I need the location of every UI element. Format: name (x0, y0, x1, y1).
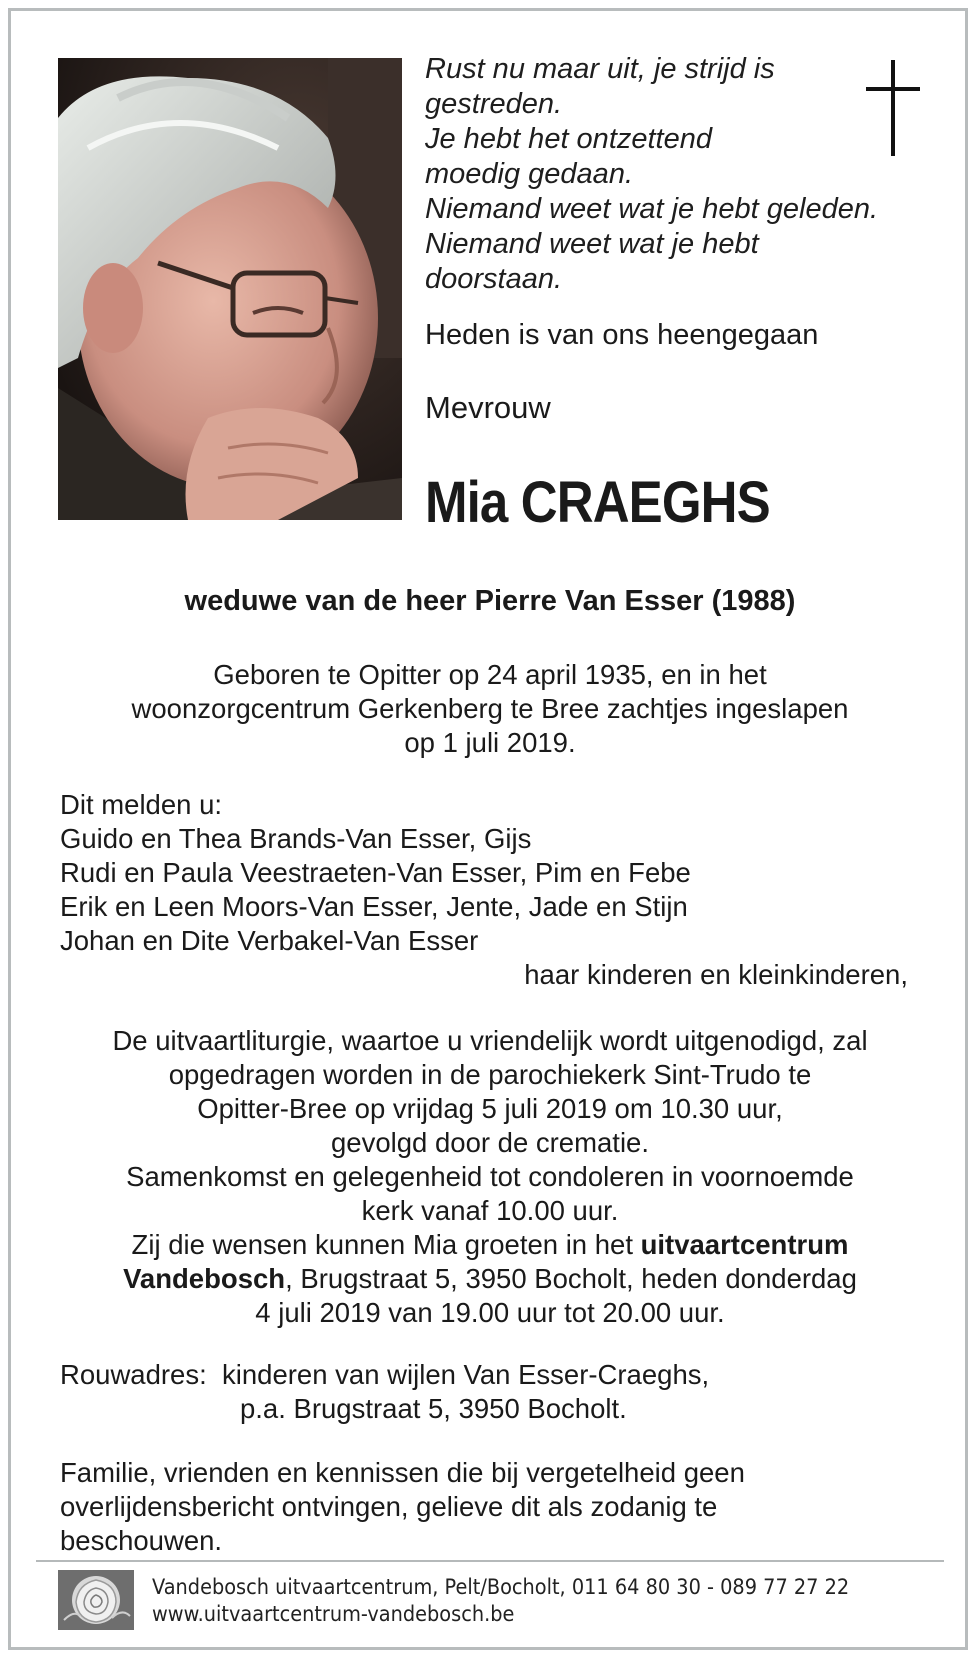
widow-line: weduwe van de heer Pierre Van Esser (1988) (184, 585, 796, 617)
address-label: Rouwadres: (60, 1359, 207, 1390)
footer-website[interactable]: www.uitvaartcentrum-vandebosch.be (152, 1602, 515, 1626)
ceremony-line: De uitvaartliturgie, waartoe u vriendelijk wordt uitgenodigd, zal (112, 1025, 868, 1056)
poem-line: doorstaan. (425, 263, 563, 295)
funeral-home-footer (152, 1574, 849, 1628)
poem (425, 52, 925, 297)
family-relation: haar kinderen en kleinkinderen, (524, 959, 908, 990)
mourning-address (60, 1358, 709, 1426)
ceremony-line: opgedragen worden in de parochiekerk Sint-Trudo te (168, 1059, 812, 1090)
ceremony-text (40, 1024, 940, 1330)
honorific: Mevrouw (425, 390, 551, 425)
notice-text (60, 1456, 880, 1558)
birth-death-text (40, 658, 940, 760)
cross-icon (858, 60, 928, 160)
birth-line: Geboren te Opitter op 24 april 1935, en in het (213, 659, 767, 690)
intro-text: Heden is van ons heengegaan (425, 319, 819, 351)
ceremony-line: Samenkomst en gelegenheid tot condoleren in voornoemde (126, 1161, 854, 1192)
family-member: Guido en Thea Brands-Van Esser, Gijs (60, 823, 532, 854)
visit-rest: , Brugstraat 5, 3950 Bocholt, heden donderdag (285, 1263, 857, 1294)
visit-line: 4 juli 2019 van 19.00 uur tot 20.00 uur. (255, 1297, 725, 1328)
rose-logo-icon (58, 1570, 134, 1630)
notice-line: Familie, vrienden en kennissen die bij vergetelheid geen (60, 1457, 745, 1488)
visit-bold-centre: uitvaartcentrum (640, 1229, 849, 1260)
visit-line (40, 1228, 940, 1262)
poem-line: Je hebt het ontzettend (425, 123, 712, 155)
address-line: p.a. Brugstraat 5, 3950 Bocholt. (240, 1393, 627, 1424)
family-heading: Dit melden u: (60, 789, 223, 820)
visit-line (40, 1262, 940, 1296)
visit-bold-name: Vandebosch (123, 1263, 286, 1294)
footer-divider (36, 1560, 944, 1562)
notice-line: overlijdensbericht ontvingen, gelieve dit als zodanig te (60, 1491, 718, 1522)
poem-line: Niemand weet wat je hebt geleden. (425, 193, 879, 225)
ceremony-line: kerk vanaf 10.00 uur. (361, 1195, 619, 1226)
ceremony-line: Opitter-Bree op vrijdag 5 juli 2019 om 10.30 uur, (197, 1093, 783, 1124)
family-member: Rudi en Paula Veestraeten-Van Esser, Pim en Febe (60, 857, 691, 888)
poem-line: Rust nu maar uit, je strijd is (425, 53, 775, 85)
address-line: kinderen van wijlen Van Esser-Craeghs, (222, 1359, 710, 1390)
visit-prefix: Zij die wensen kunnen Mia groeten in het (131, 1229, 641, 1260)
deceased-name: Mia CRAEGHS (425, 470, 770, 535)
birth-line: op 1 juli 2019. (404, 727, 576, 758)
family-member: Johan en Dite Verbakel-Van Esser (60, 925, 479, 956)
poem-line: Niemand weet wat je hebt (425, 228, 759, 260)
poem-line: moedig gedaan. (425, 158, 633, 190)
portrait-photo (58, 58, 402, 520)
notice-line: beschouwen. (60, 1525, 223, 1556)
footer-contact: Vandebosch uitvaartcentrum, Pelt/Bocholt, 011 64 80 30 - 089 77 27 22 (152, 1575, 850, 1599)
poem-line: gestreden. (425, 88, 563, 120)
ceremony-line: gevolgd door de crematie. (331, 1127, 649, 1158)
birth-line: woonzorgcentrum Gerkenberg te Bree zachtjes ingeslapen (131, 693, 849, 724)
family-member: Erik en Leen Moors-Van Esser, Jente, Jade en Stijn (60, 891, 688, 922)
family-list (60, 788, 920, 992)
